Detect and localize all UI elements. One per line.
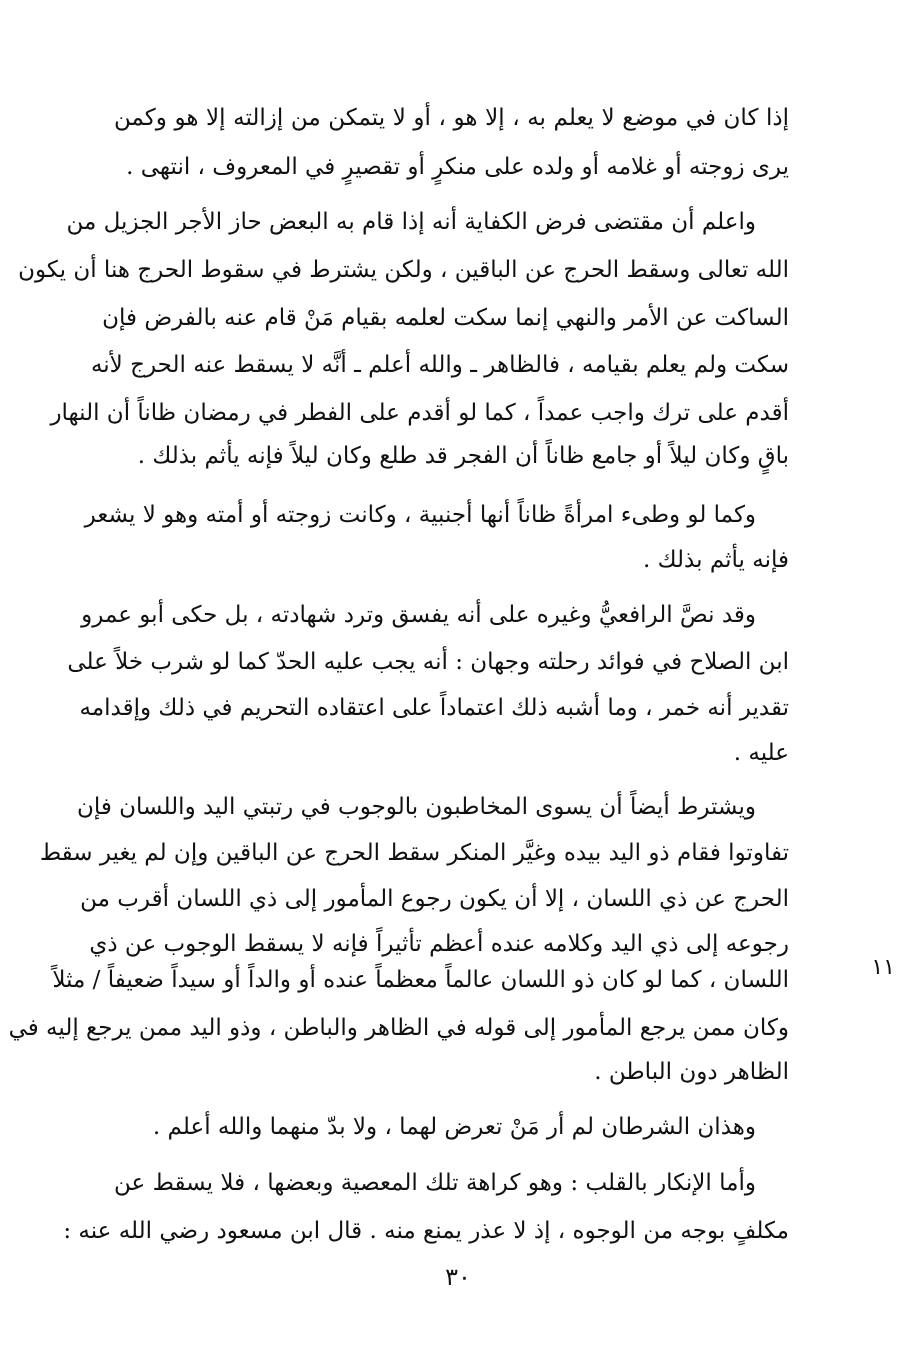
- text-line: رجوعه إلى ذي اليد وكلامه عنده أعظم تأثيراً فإنه لا يسقط الوجوب عن ذي: [89, 931, 789, 957]
- text-line: وهذان الشرطان لم أر مَنْ تعرض لهما ، ولا بدّ منهما والله أعلم .: [152, 1114, 756, 1140]
- text-line: الظاهر دون الباطن .: [594, 1059, 789, 1085]
- text-line: مكلفٍ بوجه من الوجوه ، إذ لا عذر يمنع منه . قال ابن مسعود رضي الله عنه :: [63, 1218, 789, 1244]
- margin-number: ١١: [871, 955, 895, 980]
- text-line: وقد نصَّ الرافعيُّ وغيره على أنه يفسق وترد شهادته ، بل حكى أبو عمرو: [81, 602, 756, 628]
- text-line: تقدير أنه خمر ، وما أشبه ذلك اعتماداً على اعتقاده التحريم في ذلك وإقدامه: [79, 695, 789, 721]
- text-line: ابن الصلاح في فوائد رحلته وجهان : أنه يجب عليه الحدّ كما لو شرب خلاً على: [67, 649, 789, 675]
- text-line: واعلم أن مقتضى فرض الكفاية أنه إذا قام به البعض حاز الأجر الجزيل من: [66, 209, 756, 235]
- text-line: باقٍ وكان ليلاً أو جامع ظاناً أن الفجر قد طلع وكان ليلاً فإنه يأثم بذلك .: [137, 443, 789, 469]
- text-line: سكت ولم يعلم بقيامه ، فالظاهر ـ والله أعلم ـ أنَّه لا يسقط عنه الحرج لأنه: [90, 352, 789, 378]
- text-line: اللسان ، كما لو كان ذو اللسان عالماً معظماً عنده أو والداً أو سيداً ضعيفاً / مثلاً: [52, 967, 789, 993]
- page-number: ٣٠: [445, 1263, 471, 1291]
- text-line: إذا كان في موضع لا يعلم به ، إلا هو ، أو لا يتمكن من إزالته إلا هو وكمن: [114, 105, 789, 131]
- text-line: وكما لو وطىء امرأةً ظاناً أنها أجنبية ، وكانت زوجته أو أمته وهو لا يشعر: [84, 502, 756, 528]
- text-line: أقدم على ترك واجب عمداً ، كما لو أقدم على الفطر في رمضان ظاناً أن النهار: [50, 400, 789, 426]
- text-line: وأما الإنكار بالقلب : وهو كراهة تلك المعصية وبعضها ، فلا يسقط عن: [114, 1170, 756, 1196]
- text-line: تفاوتوا فقام ذو اليد بيده وغيَّر المنكر سقط الحرج عن الباقين وإن لم يغير سقط: [39, 840, 789, 866]
- text-line: فإنه يأثم بذلك .: [643, 547, 789, 573]
- text-line: الحرج عن ذي اللسان ، إلا أن يكون رجوع المأمور إلى ذي اللسان أقرب من: [80, 886, 789, 912]
- text-line: وكان ممن يرجع المأمور إلى قوله في الظاهر والباطن ، وذو اليد ممن يرجع إليه في: [8, 1015, 789, 1041]
- text-line: يرى زوجته أو غلامه أو ولده على منكرٍ أو تقصيرٍ في المعروف ، انتهى .: [126, 154, 789, 180]
- text-line: عليه .: [733, 740, 789, 766]
- text-line: ويشترط أيضاً أن يسوى المخاطبون بالوجوب في رتبتي اليد واللسان فإن: [76, 794, 756, 820]
- text-line: الله تعالى وسقط الحرج عن الباقين ، ولكن يشترط في سقوط الحرج هنا أن يكون: [18, 257, 789, 283]
- text-line: الساكت عن الأمر والنهي إنما سكت لعلمه بقيام مَنْ قام عنه بالفرض فإن: [102, 305, 789, 331]
